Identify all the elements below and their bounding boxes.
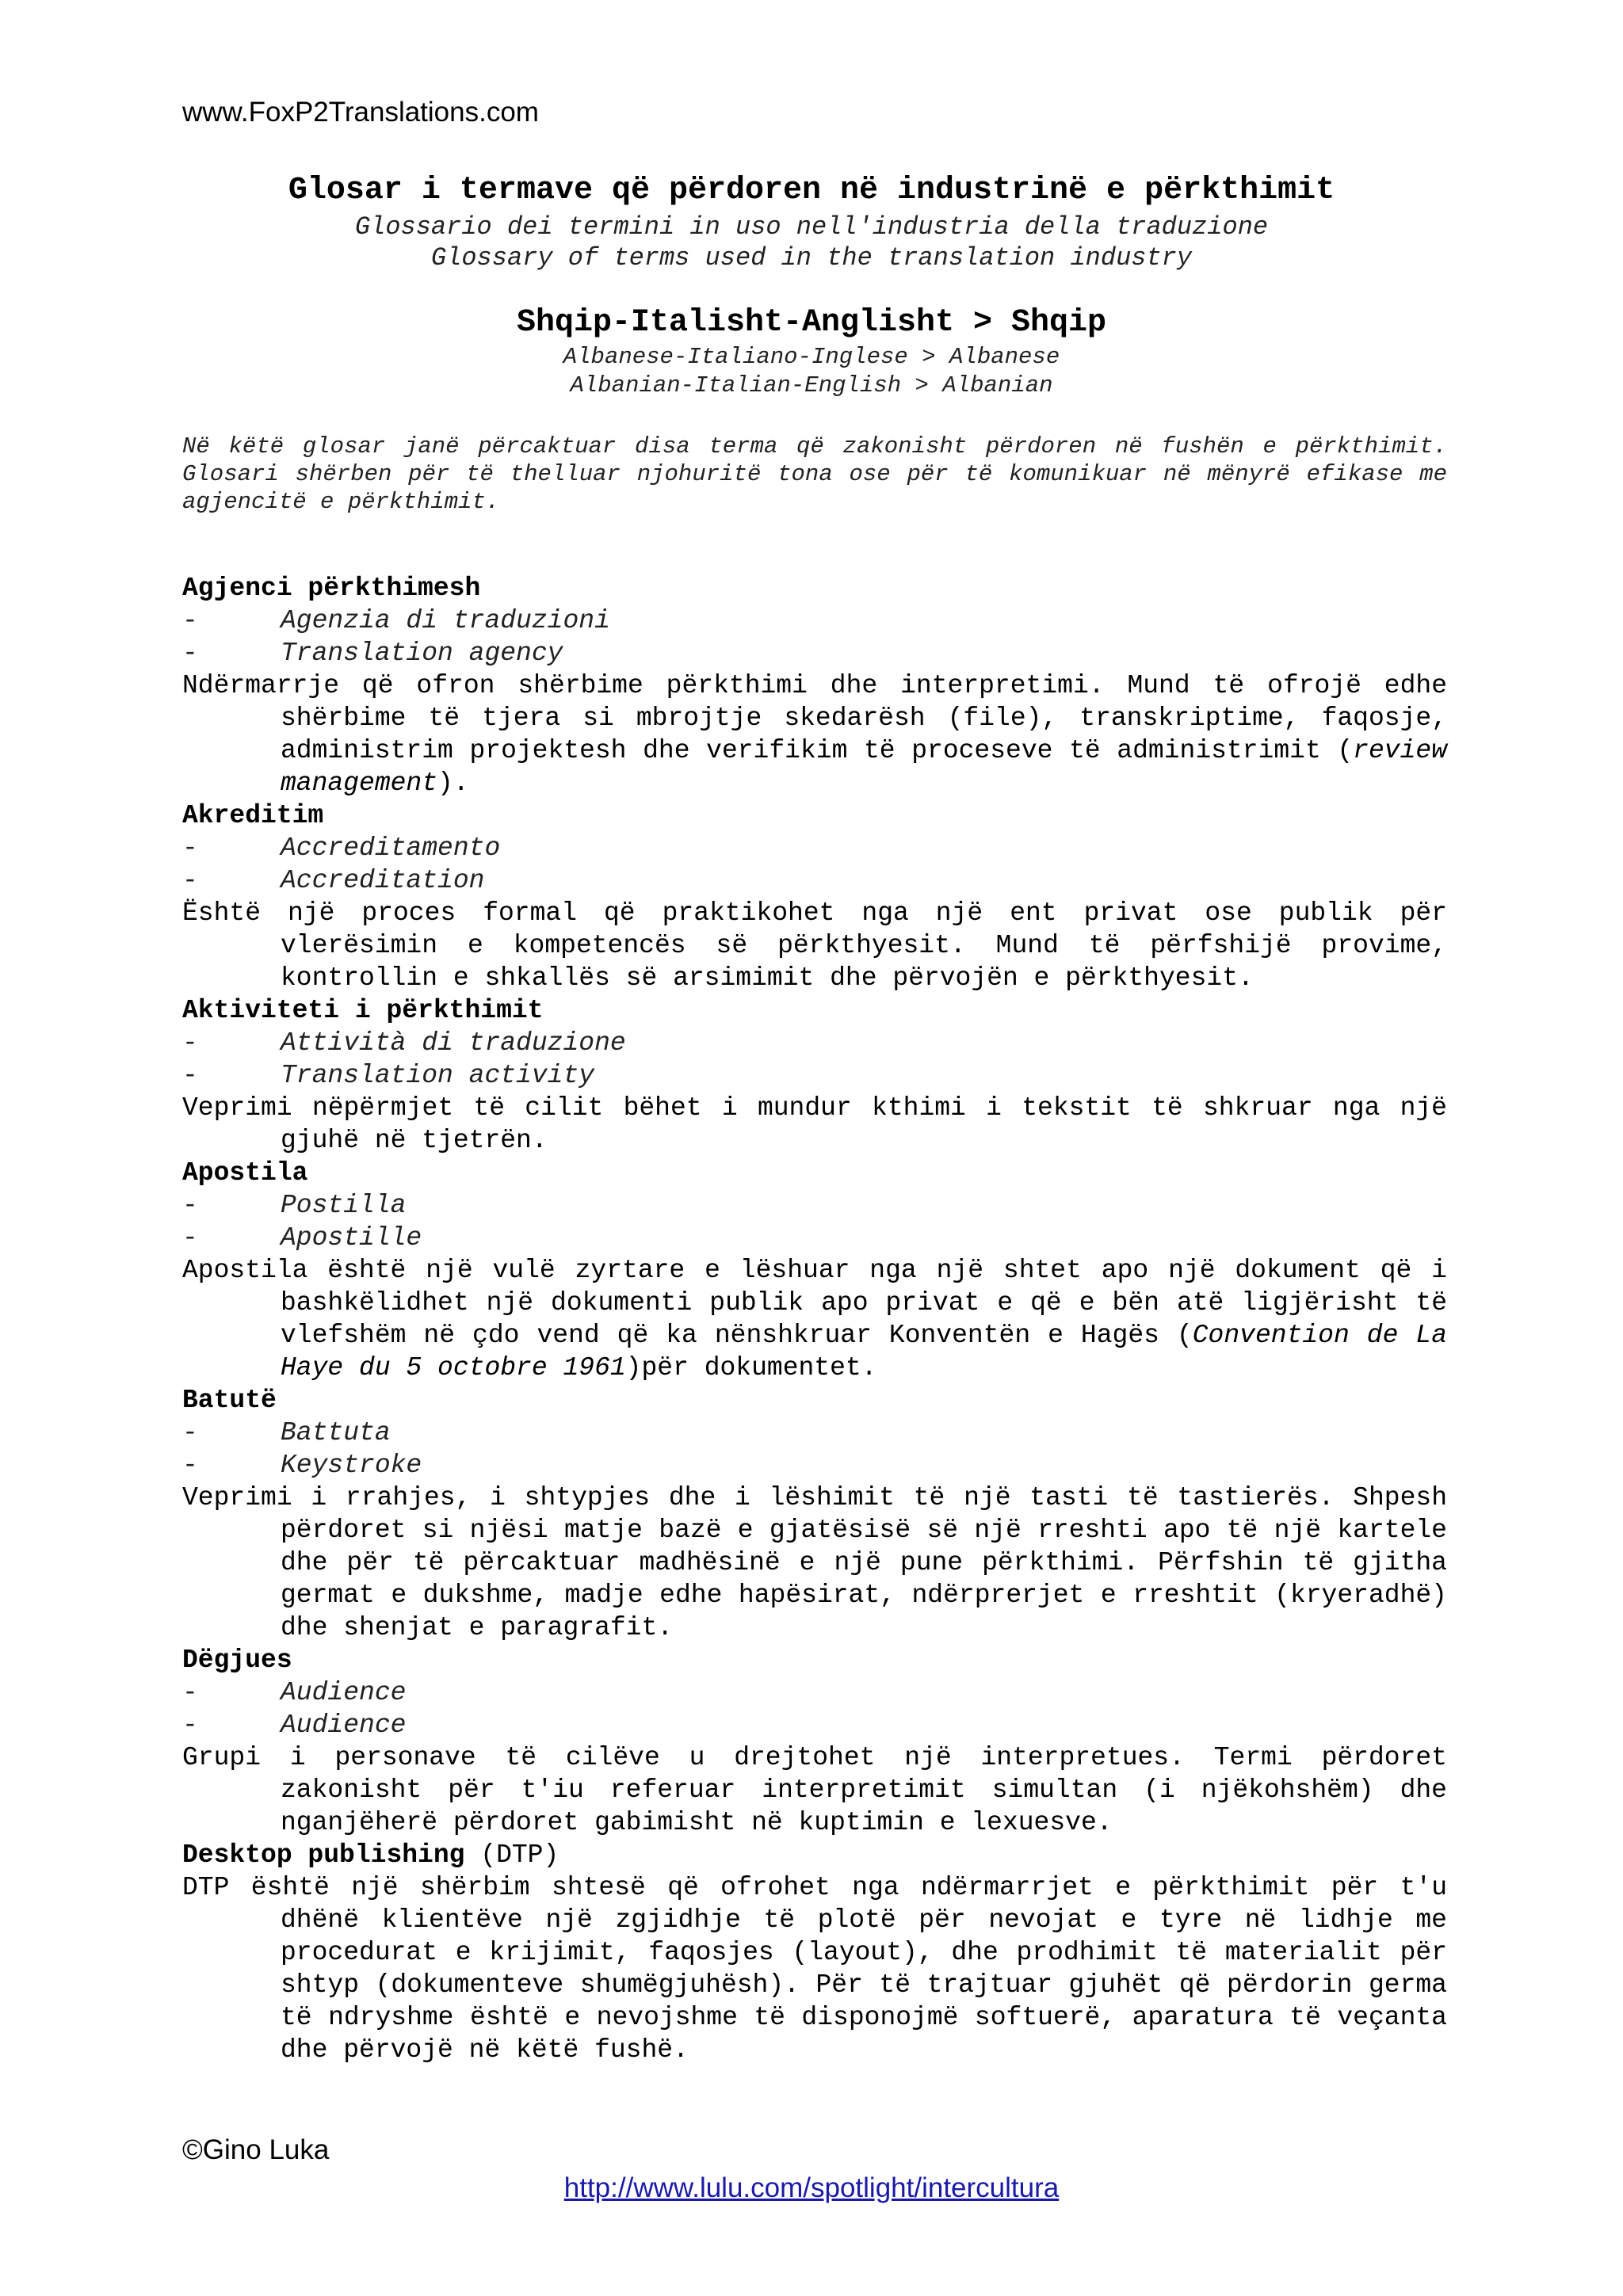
glossary-entry — [182, 1157, 1447, 1384]
entry-english: - Translation activity — [182, 1061, 595, 1090]
entry-italian: - Agenzia di traduzioni — [182, 606, 610, 635]
title-italian: Glossario dei termini in uso nell'industria della traduzione — [354, 212, 1269, 242]
entry-english: - Translation agency — [182, 639, 563, 668]
entry-definition: DTP është një shërbim shtesë që ofrohet nga ndërmarrjet e përkthimit për t'u dhënë klientëve një zgjidhje të plotë për nevojat e tyre në lidhje me procedurat e krijimit, faqosjes (layout), dhe prodhimit të materialit për shtyp (dokumenteve shumëgjuhësh). Për të trajtuar gjuhët që përdorin germa të ndryshme është e nevojshme të disponojmë softuerë, aparatura të veçanta dhe përvojë në këtë fushë. — [182, 1873, 1447, 2065]
entry-italian: - Postilla — [182, 1191, 407, 1220]
document-title: Glosar i termave që përdoren në industrinë e përkthimit — [288, 173, 1335, 208]
glossary-entry — [182, 1644, 1447, 1839]
entry-definition: Ndërmarrje që ofron shërbime përkthimi dhe interpretimi. Mund të ofrojë edhe shërbime të tjera si mbrojtje skedarësh (file), transkriptime, faqosje, administrim projektesh dhe verifikim të proceseve të administrimit (review management). — [182, 671, 1447, 798]
entry-english: - Accreditation — [182, 866, 485, 895]
entry-definition: Grupi i personave të cilëve u drejtohet një interpretues. Termi përdoret zakonisht për t'iu referuar interpretimit simultan (i njëkohshëm) dhe nganjëherë përdoret gabimisht në kuptimin e lexuesve. — [182, 1743, 1447, 1837]
entry-english: - Keystroke — [182, 1451, 422, 1480]
entry-definition: Apostila është një vulë zyrtare e lëshuar nga një shtet apo një dokument që i bashkëlidhet një dokumenti publik apo privat e që e bën atë ligjërisht të vlefshëm në çdo vend që ka nënshkruar Konventën e Hagës (Convention de La Haye du 5 octobre 1961)për dokumentet. — [182, 1256, 1447, 1383]
footer-link[interactable]: http://www.lulu.com/spotlight/intercultura — [563, 2172, 1060, 2203]
glossary-list — [182, 572, 1447, 2066]
entry-term: Aktiviteti i përkthimit — [182, 996, 544, 1025]
copyright-notice: ©Gino Luka — [182, 2134, 330, 2165]
intro-paragraph: Në këtë glosar janë përcaktuar disa terma që zakonisht përdoren në fushën e përkthimit. Glosari shërben për të thelluar njohuritë tona ose për të komunikuar në mënyrë efikase me agjencitë e përkthimit. — [182, 433, 1447, 515]
title-english: Glossary of terms used in the translation industry — [430, 243, 1193, 273]
glossary-entry — [182, 1384, 1447, 1644]
entry-term: Dëgjues — [182, 1646, 292, 1675]
entry-italian: - Accreditamento — [182, 833, 501, 863]
entry-english: - Apostille — [182, 1223, 422, 1253]
entry-term: Apostila — [182, 1158, 308, 1188]
language-pair-english: Albanian-Italian-English > Albanian — [570, 372, 1053, 399]
entry-definition: Veprimi nëpërmjet të cilit bëhet i mundur kthimi i tekstit të shkruar nga një gjuhë në tjetrën. — [182, 1093, 1447, 1155]
glossary-entry — [182, 572, 1447, 799]
entry-term: Agjenci përkthimesh — [182, 574, 481, 603]
language-pair-italian: Albanese-Italiano-Inglese > Albanese — [563, 344, 1060, 370]
entry-english: - Audience — [182, 1711, 407, 1740]
entry-term: Akreditim — [182, 801, 324, 830]
glossary-entry — [182, 799, 1447, 994]
entry-italian: - Attività di traduzione — [182, 1028, 626, 1058]
glossary-entry — [182, 994, 1447, 1157]
site-header: www.FoxP2Translations.com — [182, 97, 539, 128]
entry-italian: - Audience — [182, 1678, 407, 1707]
language-pair: Shqip-Italisht-Anglisht > Shqip — [516, 305, 1107, 341]
entry-abbreviation: (DTP) — [464, 1840, 559, 1870]
entry-definition: Është një proces formal që praktikohet nga një ent privat ose publik për vlerësimin e kompetencës së përkthyesit. Mund të përfshijë provime, kontrollin e shkallës së arsimimit dhe përvojën e përkthyesit. — [182, 898, 1447, 993]
entry-definition: Veprimi i rrahjes, i shtypjes dhe i lëshimit të një tasti të tastierës. Shpesh përdoret si njësi matje bazë e gjatësisë së një rreshti apo të një kartele dhe për të përcaktuar madhësinë e një pune përkthimi. Përfshin të gjitha germat e dukshme, madje edhe hapësirat, ndërprerjet e rreshtit (kryeradhë) dhe shenjat e paragrafit. — [182, 1483, 1447, 1642]
entry-term: Desktop publishing (DTP) — [182, 1840, 559, 1870]
entry-term: Batutë — [182, 1386, 277, 1415]
entry-italian: - Battuta — [182, 1418, 391, 1447]
glossary-entry — [182, 1839, 1447, 2066]
